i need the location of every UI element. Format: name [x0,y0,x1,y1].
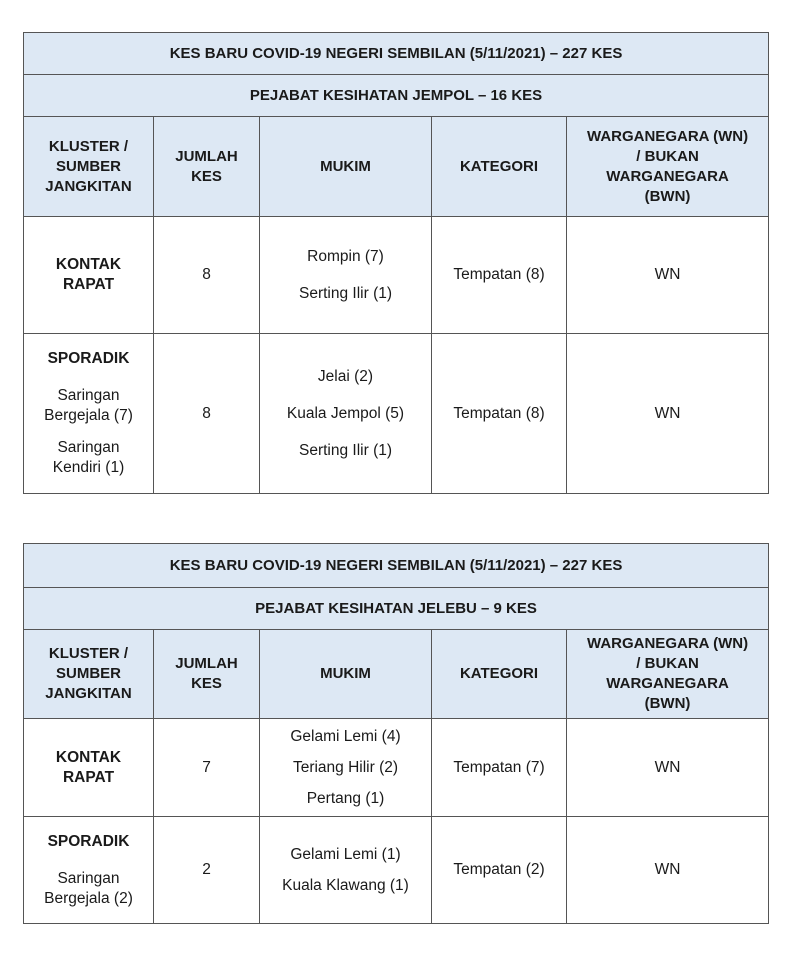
table-title: KES BARU COVID-19 NEGERI SEMBILAN (5/11/2021) – 227 KES [24,544,769,588]
col-header-mukim: MUKIM [260,117,432,217]
table-row [24,817,769,924]
wn-cell: WN [567,217,769,334]
mukim-cell: Gelami Lemi (4) Teriang Hilir (2) Pertang (1) [260,719,432,817]
mukim-cell: Rompin (7) Serting Ilir (1) [260,217,432,334]
mukim-cell: Jelai (2) Kuala Jempol (5) Serting Ilir (1) [260,334,432,494]
covid-table-jempol [23,32,769,494]
col-header-wn: WARGANEGARA (WN) / BUKAN WARGANEGARA (BWN) [567,630,769,719]
jumlah-cell: 2 [154,817,260,924]
kluster-cell: KONTAK RAPAT [24,217,154,334]
table-subtitle: PEJABAT KESIHATAN JELEBU – 9 KES [24,588,769,630]
kategori-cell: Tempatan (8) [432,217,567,334]
jumlah-cell: 8 [154,217,260,334]
wn-cell: WN [567,817,769,924]
kluster-cell: SPORADIK Saringan Bergejala (7) Saringan Kendiri (1) [24,334,154,494]
jumlah-cell: 8 [154,334,260,494]
col-header-kategori: KATEGORI [432,117,567,217]
table-row [24,334,769,494]
wn-cell: WN [567,334,769,494]
col-header-kategori: KATEGORI [432,630,567,719]
col-header-jumlah: JUMLAH KES [154,630,260,719]
kluster-cell: KONTAK RAPAT [24,719,154,817]
table-subtitle: PEJABAT KESIHATAN JEMPOL – 16 KES [24,75,769,117]
col-header-wn: WARGANEGARA (WN) / BUKAN WARGANEGARA (BWN) [567,117,769,217]
jumlah-cell: 7 [154,719,260,817]
kategori-cell: Tempatan (8) [432,334,567,494]
col-header-mukim: MUKIM [260,630,432,719]
table-title: KES BARU COVID-19 NEGERI SEMBILAN (5/11/2021) – 227 KES [24,33,769,75]
kategori-cell: Tempatan (7) [432,719,567,817]
col-header-kluster: KLUSTER / SUMBER JANGKITAN [24,117,154,217]
covid-table-jelebu [23,543,769,924]
table-row [24,719,769,817]
kluster-cell: SPORADIK Saringan Bergejala (2) [24,817,154,924]
wn-cell: WN [567,719,769,817]
table-row [24,217,769,334]
kategori-cell: Tempatan (2) [432,817,567,924]
col-header-jumlah: JUMLAH KES [154,117,260,217]
mukim-cell: Gelami Lemi (1) Kuala Klawang (1) [260,817,432,924]
col-header-kluster: KLUSTER / SUMBER JANGKITAN [24,630,154,719]
